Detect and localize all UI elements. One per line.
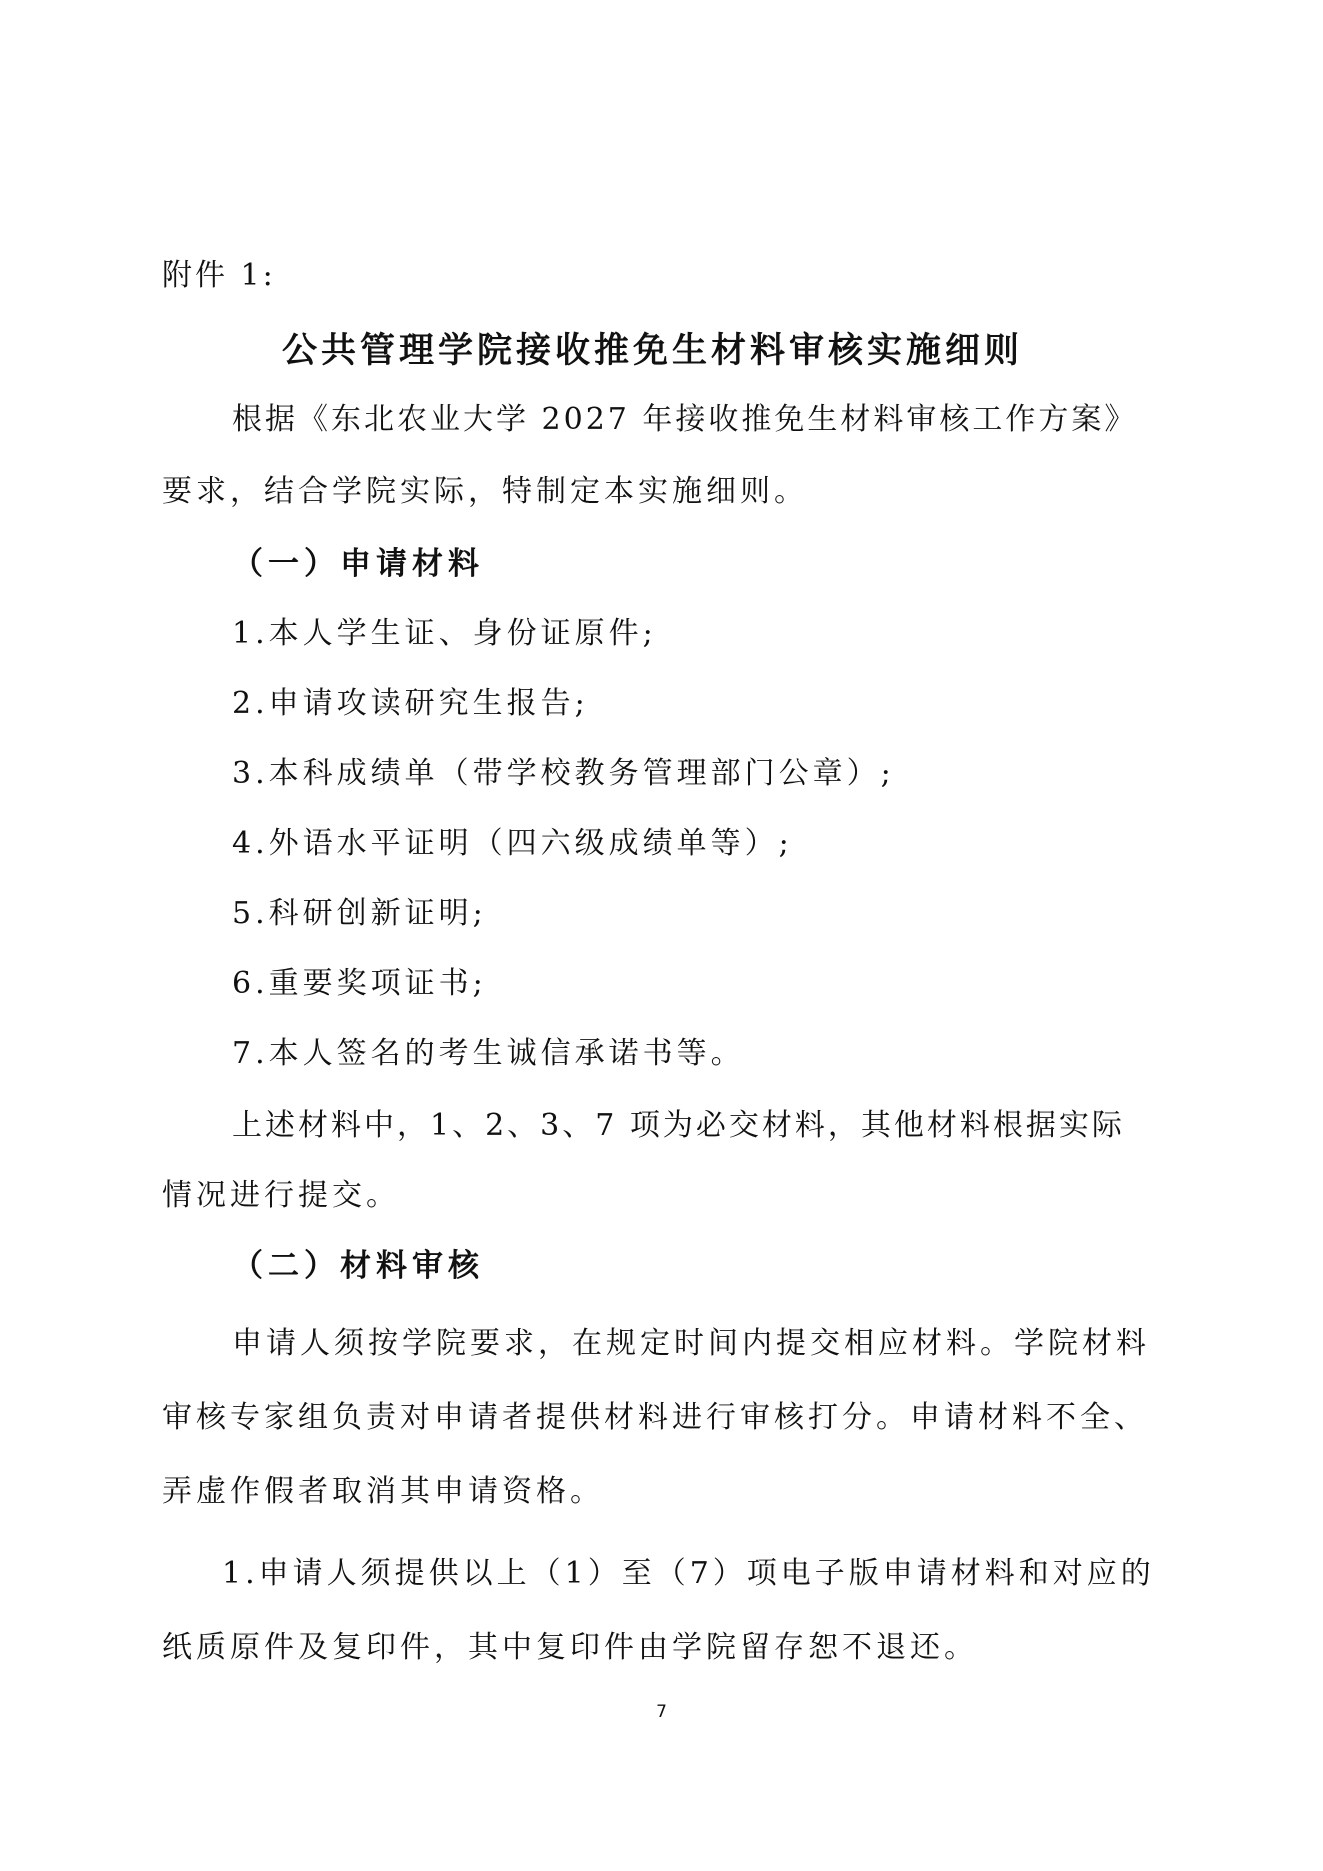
list-item-6: 6.重要奖项证书; bbox=[232, 966, 487, 1001]
intro-line-1: 根据《东北农业大学 2027 年接收推免生材料审核工作方案》 bbox=[232, 402, 1138, 437]
list-item-7: 7.本人签名的考生诚信承诺书等。 bbox=[232, 1036, 745, 1071]
list-item-5: 5.科研创新证明; bbox=[232, 896, 487, 931]
page-number: 7 bbox=[656, 1702, 667, 1722]
materials-note-line-1: 上述材料中，1、2、3、7 项为必交材料，其他材料根据实际 bbox=[232, 1108, 1125, 1143]
requirement-1-line-1: 1.申请人须提供以上（1）至（7）项电子版申请材料和对应的 bbox=[222, 1556, 1155, 1591]
section-1-heading: （一）申请材料 bbox=[232, 546, 484, 582]
review-para-line-2: 审核专家组负责对申请者提供材料进行审核打分。申请材料不全、 bbox=[162, 1400, 1148, 1435]
requirement-1-line-2: 纸质原件及复印件，其中复印件由学院留存恕不退还。 bbox=[162, 1630, 978, 1665]
section-2-heading: （二）材料审核 bbox=[232, 1248, 484, 1284]
list-item-3: 3.本科成绩单（带学校教务管理部门公章）; bbox=[232, 756, 895, 791]
review-para-line-1: 申请人须按学院要求，在规定时间内提交相应材料。学院材料 bbox=[232, 1326, 1150, 1361]
materials-note-line-2: 情况进行提交。 bbox=[162, 1178, 400, 1213]
review-para-line-3: 弄虚作假者取消其申请资格。 bbox=[162, 1474, 604, 1509]
attachment-label: 附件 1: bbox=[162, 258, 276, 293]
list-item-4: 4.外语水平证明（四六级成绩单等）; bbox=[232, 826, 793, 861]
list-item-2: 2.申请攻读研究生报告; bbox=[232, 686, 589, 721]
document-title: 公共管理学院接收推免生材料审核实施细则 bbox=[282, 331, 1024, 371]
intro-line-2: 要求，结合学院实际，特制定本实施细则。 bbox=[162, 474, 808, 509]
list-item-1: 1.本人学生证、身份证原件; bbox=[232, 616, 657, 651]
